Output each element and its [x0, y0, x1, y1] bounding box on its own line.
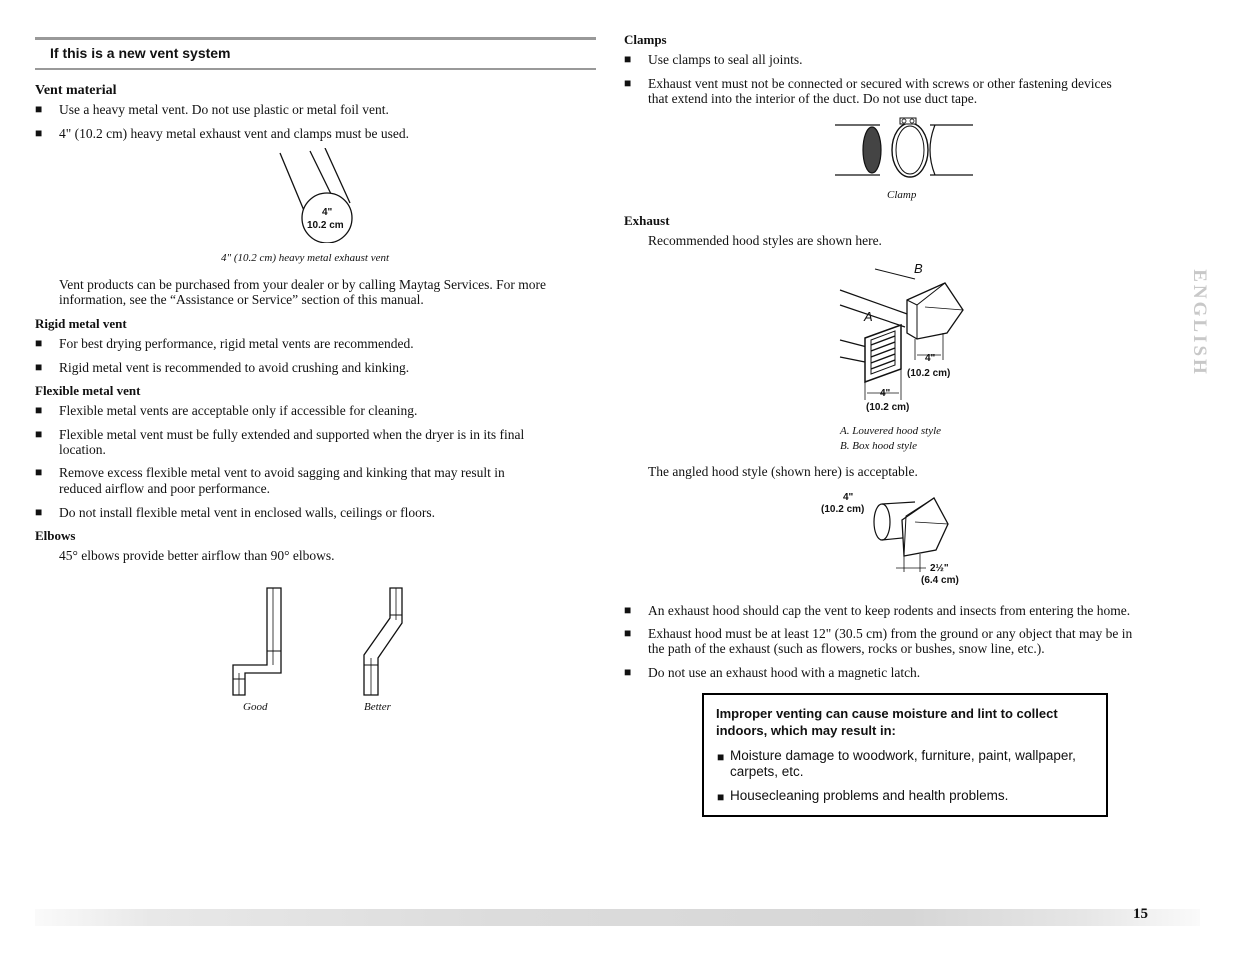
angled-hood-depth-in: 2½"	[930, 563, 949, 574]
rigid-heading: Rigid metal vent	[35, 316, 127, 331]
flexible-bullet-1: Flexible metal vents are acceptable only if accessible for cleaning.	[59, 403, 418, 418]
elbow-90-figure	[225, 583, 295, 698]
angled-hood-dim-in: 4"	[843, 492, 854, 503]
bullet: ■	[35, 126, 43, 140]
vent-products-para-line-1: Vent products can be purchased from your dealer or by calling Maytag Services. For more	[59, 277, 546, 292]
section-rule-top	[35, 37, 596, 40]
warning-title-line-1: Improper venting can cause moisture and lint to collect	[716, 706, 1058, 721]
box-hood-dim-cm: (10.2 cm)	[907, 368, 951, 379]
vent-dim-label-cm: 10.2 cm	[307, 220, 344, 231]
angled-hood-depth-cm: (6.4 cm)	[921, 575, 959, 586]
vent-material-bullet-1: Use a heavy metal vent. Do not use plastic or metal foil vent.	[59, 102, 389, 117]
exhaust-bullet-3: Do not use an exhaust hood with a magnetic latch.	[648, 665, 921, 680]
bullet: ■	[35, 465, 43, 479]
bullet: ■	[717, 790, 725, 804]
warning-item-1-line-1: Moisture damage to woodwork, furniture, paint, wallpaper,	[730, 748, 1076, 763]
bullet: ■	[624, 665, 632, 679]
hood-styles-figure	[835, 265, 970, 415]
rigid-bullet-2: Rigid metal vent is recommended to avoid crushing and kinking.	[59, 360, 410, 375]
bullet: ■	[35, 360, 43, 374]
bullet: ■	[35, 427, 43, 441]
flexible-bullet-3-line-2: reduced airflow and poor performance.	[59, 481, 271, 496]
bullet: ■	[35, 505, 43, 519]
clamp-caption: Clamp	[887, 189, 917, 201]
clamps-bullet-2-line-1: Exhaust vent must not be connected or secured with screws or other fastening devices	[648, 76, 1112, 91]
warning-title-line-2: indoors, which may result in:	[716, 723, 896, 738]
bullet: ■	[624, 52, 632, 66]
exhaust-heading: Exhaust	[624, 213, 670, 228]
warning-box	[702, 693, 1108, 817]
clamps-bullet-2-line-2: that extend into the interior of the duct. Do not use duct tape.	[648, 91, 978, 106]
flexible-bullet-4: Do not install flexible metal vent in enclosed walls, ceilings or floors.	[59, 505, 436, 520]
clamps-heading: Clamps	[624, 32, 667, 47]
flexible-bullet-3-line-1: Remove excess flexible metal vent to avoid sagging and kinking that may result in	[59, 465, 505, 480]
elbow-better-caption: Better	[364, 701, 391, 713]
section-title: If this is a new vent system	[50, 45, 231, 61]
elbow-good-caption: Good	[243, 701, 268, 713]
hood-caption-b: B. Box hood style	[840, 440, 917, 452]
page-number: 15	[1133, 906, 1148, 922]
bullet: ■	[624, 626, 632, 640]
angled-hood-text: The angled hood style (shown here) is acceptable.	[648, 464, 918, 479]
hood-caption-a: A. Louvered hood style	[840, 425, 942, 437]
box-hood-dim-in: 4"	[925, 353, 936, 364]
angled-hood-dim-cm: (10.2 cm)	[821, 504, 865, 515]
warning-item-1-line-2: carpets, etc.	[730, 764, 804, 779]
warning-item-2: Housecleaning problems and health problems.	[730, 788, 1009, 803]
bullet: ■	[624, 76, 632, 90]
language-side-tab-label: ENGLISH	[1189, 269, 1210, 377]
vent-material-heading: Vent material	[35, 83, 117, 98]
elbow-45-figure	[350, 583, 420, 698]
clamps-bullet-1: Use clamps to seal all joints.	[648, 52, 803, 67]
exhaust-bullet-2-line-2: the path of the exhaust (such as flowers, rocks or bushes, snow line, etc.).	[648, 641, 1045, 656]
vent-products-para-line-2: information, see the “Assistance or Service” section of this manual.	[59, 292, 424, 307]
exhaust-bullet-1: An exhaust hood should cap the vent to keep rodents and insects from entering the home.	[648, 603, 1131, 618]
flexible-bullet-2-line-1: Flexible metal vent must be fully extended and supported when the dryer is in its final	[59, 427, 525, 442]
louvered-hood-dim-cm: (10.2 cm)	[866, 402, 910, 413]
section-rule-bottom	[35, 68, 596, 70]
exhaust-intro: Recommended hood styles are shown here.	[648, 233, 882, 248]
louvered-hood-dim-in: 4"	[880, 388, 891, 399]
bullet: ■	[624, 603, 632, 617]
bullet: ■	[35, 403, 43, 417]
vent-dim-label-in: 4"	[322, 207, 333, 218]
flexible-bullet-2-line-2: location.	[59, 442, 106, 457]
vent-caption: 4" (10.2 cm) heavy metal exhaust vent	[221, 252, 390, 264]
bullet: ■	[35, 336, 43, 350]
rigid-bullet-1: For best drying performance, rigid metal vents are recommended.	[59, 336, 414, 351]
language-side-tab	[1187, 268, 1211, 378]
angled-hood-figure	[860, 492, 970, 582]
bullet: ■	[35, 102, 43, 116]
hood-label-b: B	[914, 261, 923, 276]
footer-bar	[35, 909, 1200, 926]
flexible-heading: Flexible metal vent	[35, 383, 141, 398]
hood-label-a: A	[864, 309, 873, 324]
elbows-text: 45° elbows provide better airflow than 90° elbows.	[59, 548, 335, 563]
exhaust-bullet-2-line-1: Exhaust hood must be at least 12" (30.5 cm) from the ground or any object that may be in	[648, 626, 1133, 641]
vent-material-bullet-2: 4" (10.2 cm) heavy metal exhaust vent and clamps must be used.	[59, 126, 410, 141]
bullet: ■	[717, 750, 725, 764]
clamp-figure	[830, 115, 980, 181]
elbows-heading: Elbows	[35, 528, 76, 543]
